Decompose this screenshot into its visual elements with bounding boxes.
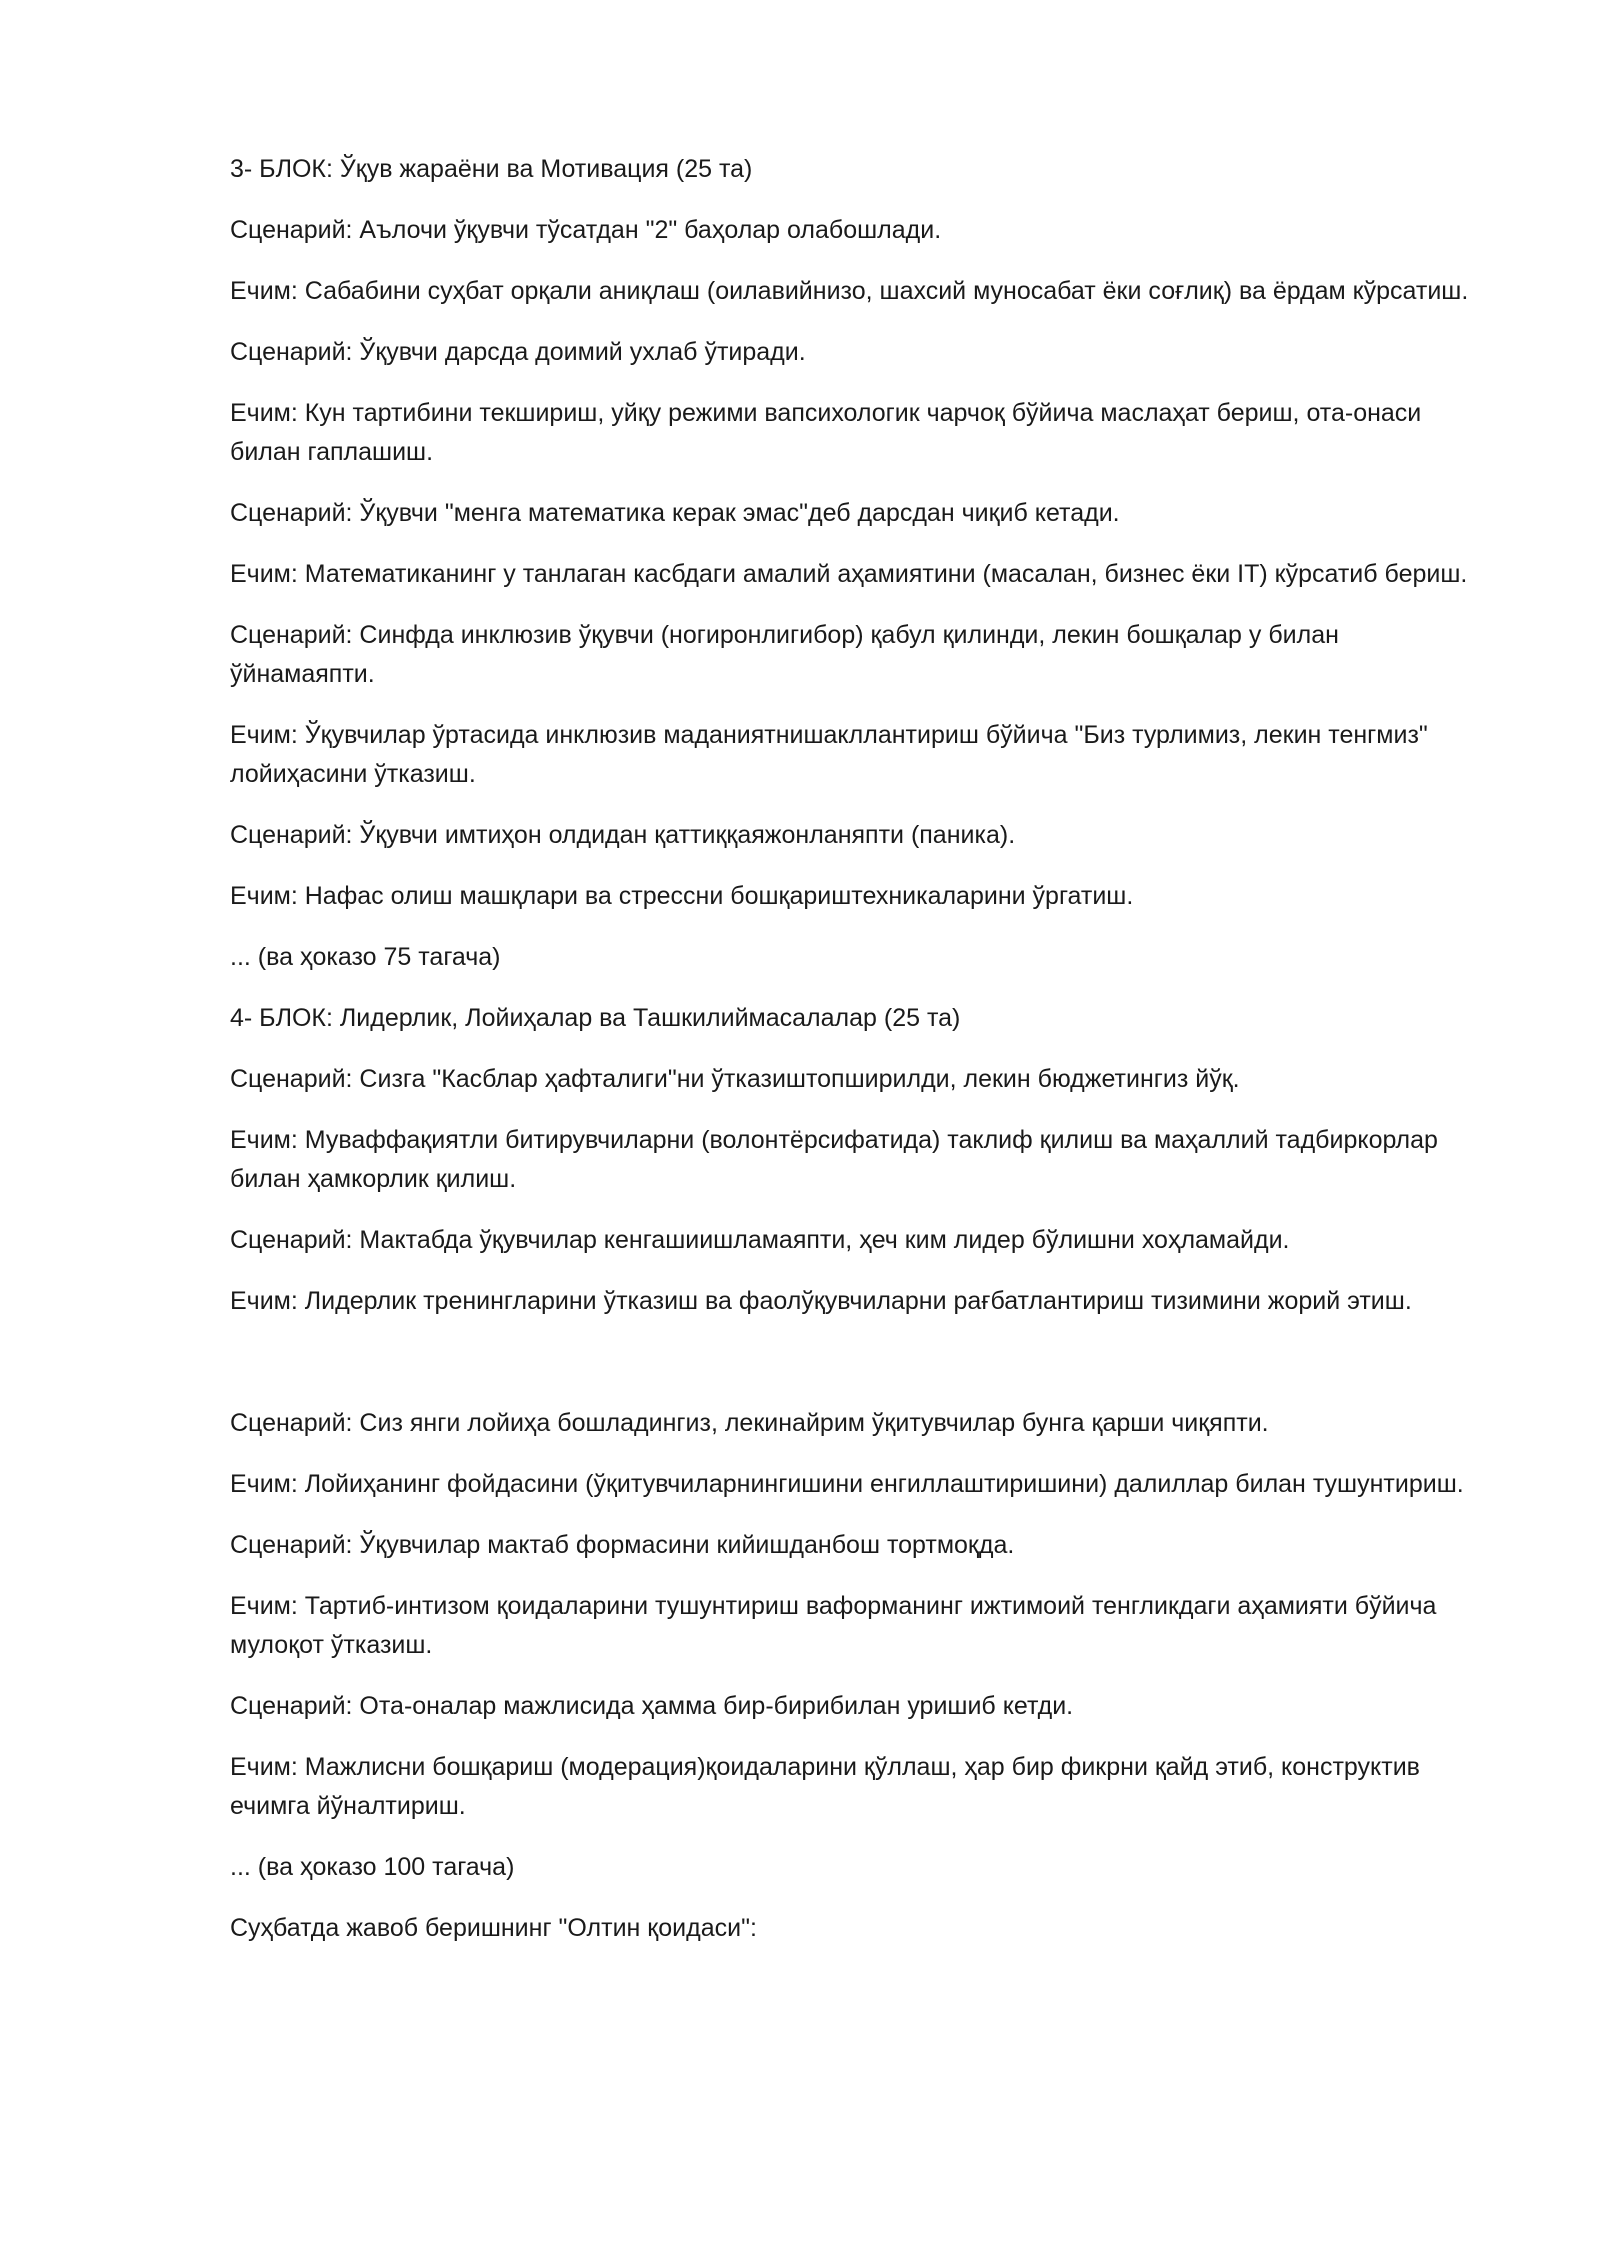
scenario-paragraph: Сценарий: Аълочи ўқувчи тўсатдан "2" баҳолар олабошлади. [230,216,942,244]
solution-paragraph: Ечим: Лидерлик тренингларини ўтказиш ва фаолўқувчиларни рағбатлантириш тизимини жорий этиш. [230,1287,1412,1315]
block-4-heading: 4- БЛОК: Лидерлик, Лойиҳалар ва Ташкилиймасалалар (25 та) [230,1004,961,1032]
continuation-note: ... (ва ҳоказо 75 тагача) [230,943,501,971]
scenario-paragraph: Сценарий: Синфда инклюзив ўқувчи (ногиронлигибор) қабул қилинди, лекин бошқалар у билан ўйнамаяпти. [230,621,1339,688]
scenario-paragraph: Сценарий: Ўқувчи "менга математика керак эмас"деб дарсдан чиқиб кетади. [230,499,1120,527]
solution-paragraph: Ечим: Ўқувчилар ўртасида инклюзив маданиятнишакллантириш бўйича "Биз турлимиз, лекин тенгмиз" лойиҳасини ўтказиш. [230,721,1428,788]
solution-paragraph: Ечим: Нафас олиш машқлари ва стрессни бошқариштехникаларини ўргатиш. [230,882,1134,910]
block-3-heading: 3- БЛОК: Ўқув жараёни ва Мотивация (25 та) [230,155,753,183]
document-body [230,150,1480,1970]
solution-paragraph: Ечим: Сабабини суҳбат орқали аниқлаш (оилавийнизо, шахсий муносабат ёки соғлиқ) ва ёрдам кўрсатиш. [230,277,1469,305]
blank-gap [230,1343,1480,1404]
solution-paragraph: Ечим: Лойиҳанинг фойдасини (ўқитувчиларнингишини енгиллаштиришини) далиллар билан тушунтириш. [230,1470,1464,1498]
golden-rule-heading: Суҳбатда жавоб беришнинг "Олтин қоидаси": [230,1914,757,1942]
solution-paragraph: Ечим: Кун тартибини текшириш, уйқу режими вапсихологик чарчоқ бўйича маслаҳат бериш, ота-онаси билан гаплашиш. [230,399,1422,466]
scenario-paragraph: Сценарий: Сиз янги лойиҳа бошладингиз, лекинайрим ўқитувчилар бунга қарши чиқяпти. [230,1409,1269,1437]
continuation-note: ... (ва ҳоказо 100 тагача) [230,1853,515,1881]
solution-paragraph: Ечим: Математиканинг у танлаган касбдаги амалий аҳамиятини (масалан, бизнес ёки IT) кўрсатиб бериш. [230,560,1468,588]
scenario-paragraph: Сценарий: Сизга "Касблар ҳафталиги"ни ўтказиштопширилди, лекин бюджетингиз йўқ. [230,1065,1240,1093]
scenario-paragraph: Сценарий: Ўқувчи имтиҳон олдидан қаттиққаяжонланяпти (паника). [230,821,1016,849]
scenario-paragraph: Сценарий: Мактабда ўқувчилар кенгашиишламаяпти, ҳеч ким лидер бўлишни хоҳламайди. [230,1226,1290,1254]
solution-paragraph: Ечим: Тартиб-интизом қоидаларини тушунтириш ваформанинг ижтимоий тенгликдаги аҳамияти бўйича мулоқот ўтказиш. [230,1592,1437,1659]
scenario-paragraph: Сценарий: Ўқувчи дарсда доимий ухлаб ўтиради. [230,338,806,366]
solution-paragraph: Ечим: Муваффақиятли битирувчиларни (волонтёрсифатида) таклиф қилиш ва маҳаллий тадбиркорлар билан ҳамкорлик қилиш. [230,1126,1438,1193]
solution-paragraph: Ечим: Мажлисни бошқариш (модерация)қоидаларини қўллаш, ҳар бир фикрни қайд этиб, конструктив ечимга йўналтириш. [230,1753,1420,1820]
scenario-paragraph: Сценарий: Ўқувчилар мактаб формасини кийишданбош тортмоқда. [230,1531,1015,1559]
scenario-paragraph: Сценарий: Ота-оналар мажлисида ҳамма бир-бирибилан уришиб кетди. [230,1692,1074,1720]
